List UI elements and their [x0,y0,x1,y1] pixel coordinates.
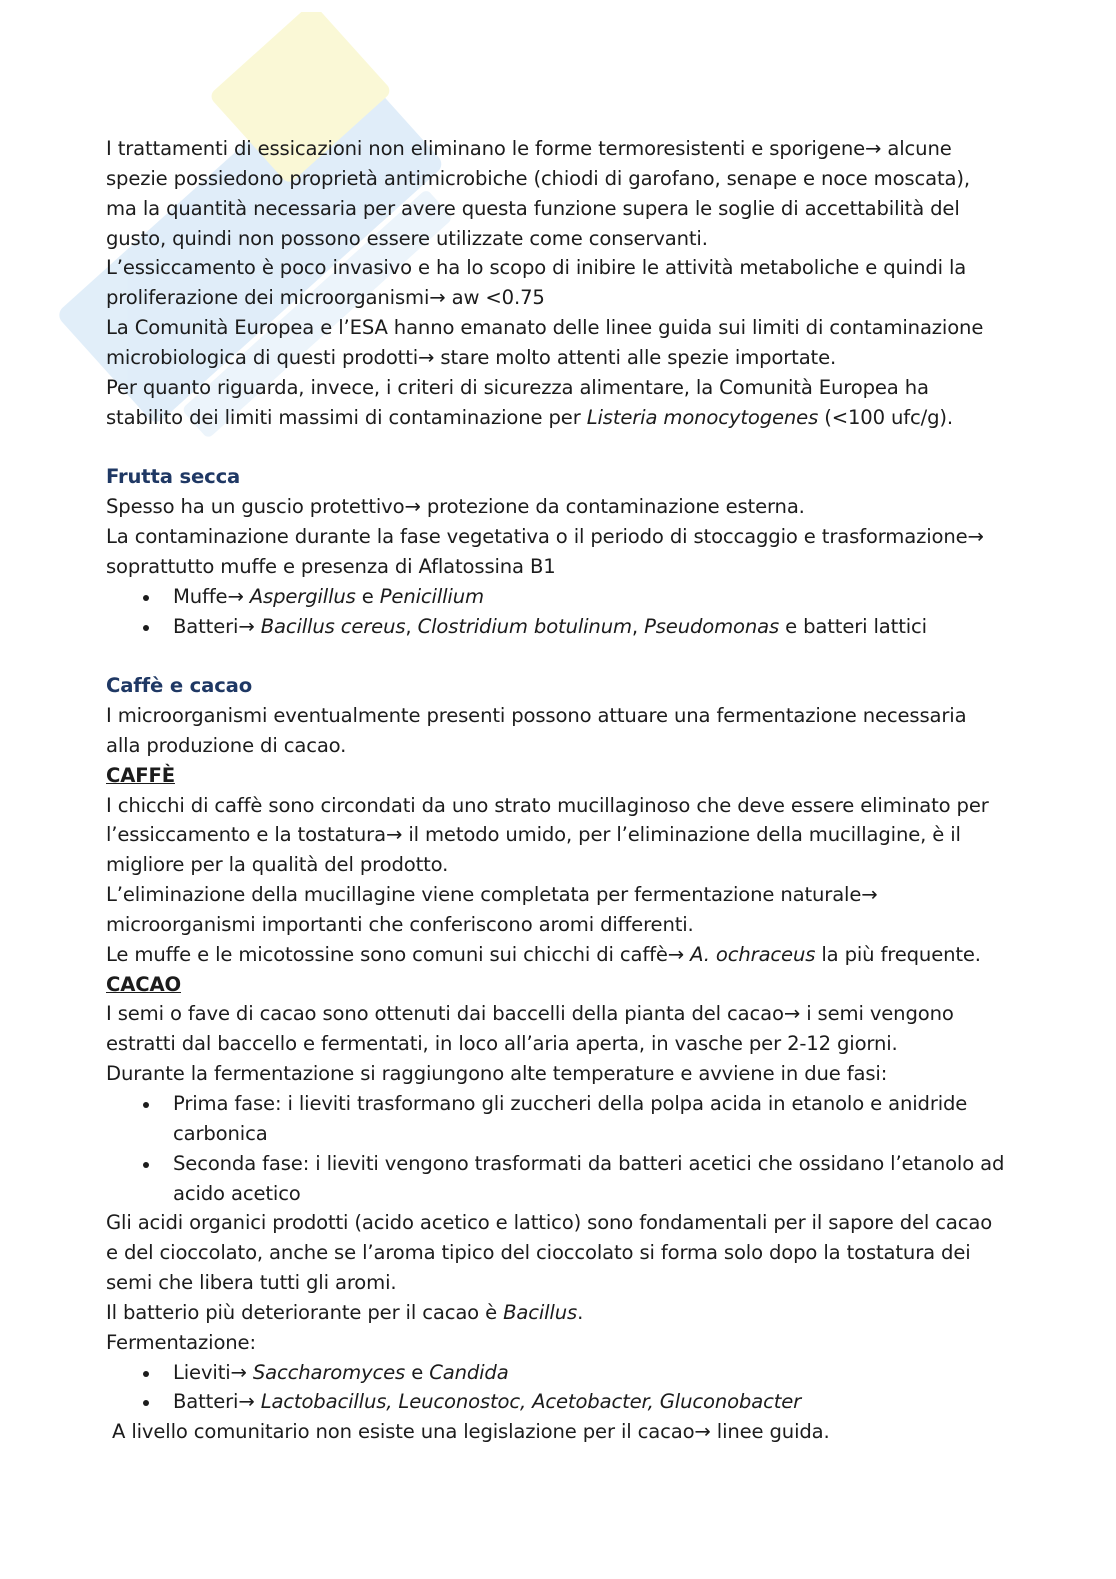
arrow-icon: → [230,1360,253,1384]
list-item: Muffe→ Aspergillus e Penicillium [106,582,1006,612]
arrow-icon: → [694,1420,717,1444]
subheading-caffe: CAFFÈ [106,763,175,787]
subheading-cacao: CACAO [106,972,181,996]
caffe-intro: I microorganismi eventualmente presenti possono attuare una fermentazione necessaria alla produzione di cacao. [106,704,967,757]
arrow-icon: → [861,883,878,907]
fermentazione-list [106,1358,1006,1418]
arrow-icon: → [404,495,421,519]
cacao-paragraph-5: Fermentazione: [106,1330,256,1354]
arrow-icon: → [385,823,403,847]
cacao-paragraph-2: Durante la fermentazione si raggiungono alte temperature e avviene in due fasi: [106,1062,888,1086]
document-page [106,134,1006,1447]
arrow-icon: → [418,345,435,369]
arrow-icon: → [783,1002,801,1026]
arrow-icon: → [238,614,261,638]
arrow-icon: → [238,1390,261,1414]
arrow-icon: → [865,137,882,160]
list-item: Batteri→ Bacillus cereus, Clostridium botulinum, Pseudomonas e batteri lattici [106,612,1006,642]
cacao-paragraph-6: A livello comunitario non esiste una legislazione per il cacao→ linee guida. [112,1420,830,1444]
intro-paragraph-2: L’essiccamento è poco invasivo e ha lo scopo di inibire le attività metaboliche e quindi la proliferazione dei microorganismi→ aw <0.75 [106,256,967,310]
section-heading-frutta: Frutta secca [106,465,241,489]
frutta-list [106,582,1006,642]
intro-paragraph-4: Per quanto riguarda, invece, i criteri di sicurezza alimentare, la Comunità Europea ha stabilito dei limiti massimi di contaminazione per Listeria monocytogenes (<100 ufc/g). [106,375,953,429]
section-heading-caffe-cacao: Caffè e cacao [106,674,253,698]
arrow-icon: → [667,942,685,966]
cacao-paragraph-3: Gli acidi organici prodotti (acido acetico e lattico) sono fondamentali per il sapore del cacao e del cioccolato, anche se l’aroma tipico del cioccolato si forma solo dopo la tostatura dei semi che libera tutti gli aromi. [106,1211,993,1295]
list-item: Seconda fase: i lieviti vengono trasformati da batteri acetici che ossidano l’etanolo ad acido acetico [106,1149,1006,1209]
cacao-paragraph-1: I semi o fave di cacao sono ottenuti dai baccelli della pianta del cacao→ i semi vengono estratti dal baccello e fermentati, in loco all’aria aperta, in vasche per 2-12 giorni. [106,1002,954,1056]
list-item: Lieviti→ Saccharomyces e Candida [106,1358,1006,1388]
arrow-icon: → [429,286,446,310]
cacao-paragraph-4: Il batterio più deteriorante per il cacao è Bacillus. [106,1300,584,1324]
fasi-list [106,1089,1006,1208]
list-item: Prima fase: i lieviti trasformano gli zuccheri della polpa acida in etanolo e anidride carbonica [106,1089,1006,1149]
arrow-icon: → [227,584,250,608]
caffe-paragraph-3: Le muffe e le micotossine sono comuni sui chicchi di caffè→ A. ochraceus la più frequente. [106,942,981,966]
frutta-paragraph-1: Spesso ha un guscio protettivo→ protezione da contaminazione esterna. [106,495,805,519]
intro-paragraph-1: I trattamenti di essicazioni non eliminano le forme termoresistenti e sporigene→ alcune spezie possiedono proprietà antimicrobiche (chiodi di garofano, senape e noce moscata), ma la quantità necessaria per avere questa funzione supera le soglie di accettabilità del gusto, quindi non possono essere utilizzate come conservanti. [106,137,970,250]
list-item: Batteri→ Lactobacillus, Leuconostoc, Acetobacter, Gluconobacter [106,1387,1006,1417]
intro-paragraph-3: La Comunità Europea e l’ESA hanno emanato delle linee guida sui limiti di contaminazione microbiologica di questi prodotti→ stare molto attenti alle spezie importate. [106,316,984,369]
caffe-paragraph-2: L’eliminazione della mucillagine viene completata per fermentazione naturale→ microorganismi importanti che conferiscono aromi differenti. [106,883,878,936]
frutta-paragraph-2: La contaminazione durante la fase vegetativa o il periodo di stoccaggio e trasformazione→ soprattutto muffe e presenza di Aflatossina B1 [106,524,984,578]
arrow-icon: → [967,524,984,548]
caffe-paragraph-1: I chicchi di caffè sono circondati da uno strato mucillaginoso che deve essere eliminato per l’essiccamento e la tostatura→ il metodo umido, per l’eliminazione della mucillagine, è il migliore per la qualità del prodotto. [106,793,989,877]
